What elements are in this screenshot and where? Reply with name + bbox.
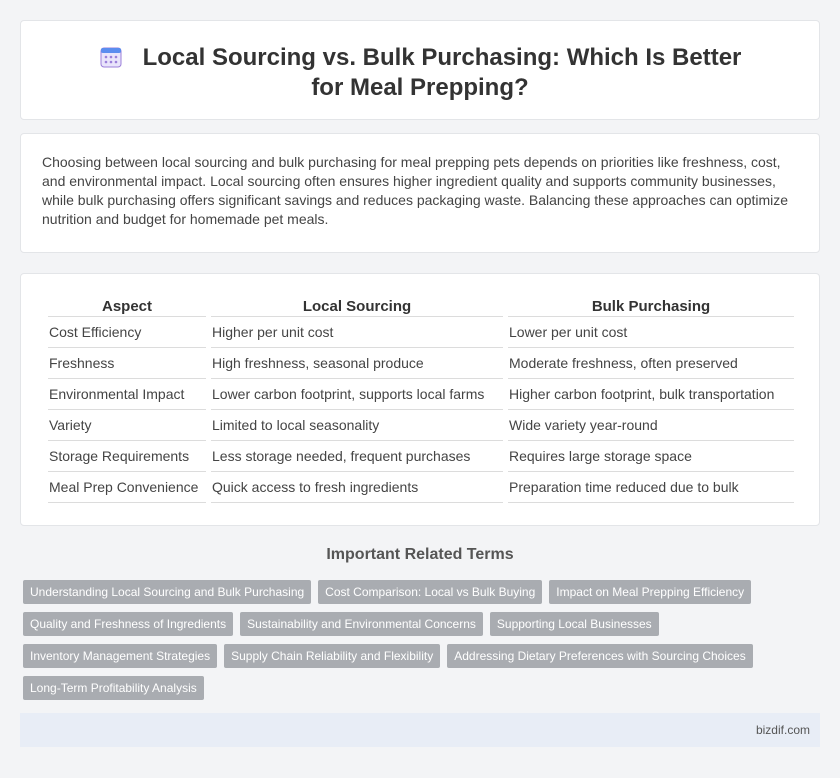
column-header: Local Sourcing bbox=[211, 296, 503, 317]
comparison-table bbox=[43, 296, 799, 503]
table-cell: Lower per unit cost bbox=[508, 317, 794, 348]
related-term-tag[interactable]: Sustainability and Environmental Concerns bbox=[240, 612, 483, 636]
table-cell: Storage Requirements bbox=[48, 441, 206, 472]
footer-site-link[interactable]: bizdif.com bbox=[755, 723, 810, 737]
table-row bbox=[48, 379, 794, 410]
table-cell: Higher carbon footprint, bulk transportation bbox=[508, 379, 794, 410]
table-cell: Limited to local seasonality bbox=[211, 410, 503, 441]
table-cell: Less storage needed, frequent purchases bbox=[211, 441, 503, 472]
table-cell: Freshness bbox=[48, 348, 206, 379]
table-row bbox=[48, 410, 794, 441]
table-row bbox=[48, 472, 794, 503]
related-term-tag[interactable]: Inventory Management Strategies bbox=[23, 644, 217, 668]
table-row bbox=[48, 348, 794, 379]
related-terms-list bbox=[23, 580, 813, 708]
column-header: Bulk Purchasing bbox=[508, 296, 794, 317]
related-term-tag[interactable]: Impact on Meal Prepping Efficiency bbox=[549, 580, 751, 604]
table-cell: Higher per unit cost bbox=[211, 317, 503, 348]
table-cell: Wide variety year-round bbox=[508, 410, 794, 441]
related-term-tag[interactable]: Supply Chain Reliability and Flexibility bbox=[224, 644, 440, 668]
header-card bbox=[20, 20, 820, 120]
page-title-text: Local Sourcing vs. Bulk Purchasing: Which Is Better for Meal Prepping? bbox=[142, 44, 742, 101]
related-term-tag[interactable]: Addressing Dietary Preferences with Sourcing Choices bbox=[447, 644, 752, 668]
table-cell: Environmental Impact bbox=[48, 379, 206, 410]
table-cell: Lower carbon footprint, supports local farms bbox=[211, 379, 503, 410]
footer bbox=[20, 713, 820, 747]
calendar-icon bbox=[99, 45, 123, 69]
table-cell: High freshness, seasonal produce bbox=[211, 348, 503, 379]
related-term-tag[interactable]: Supporting Local Businesses bbox=[490, 612, 659, 636]
table-row bbox=[48, 441, 794, 472]
intro-card bbox=[20, 133, 820, 253]
intro-paragraph: Choosing between local sourcing and bulk purchasing for meal prepping pets depends on priorities like freshness, cost, and environmental impact. Local sourcing often ensures higher ingredient quality and supports community businesses, while bulk purchasing offers significant savings and reduces packaging waste. Balancing these approaches can optimize nutrition and budget for homemade pet meals. bbox=[42, 154, 789, 227]
table-cell: Meal Prep Convenience bbox=[48, 472, 206, 503]
table-cell: Moderate freshness, often preserved bbox=[508, 348, 794, 379]
table-cell: Cost Efficiency bbox=[48, 317, 206, 348]
comparison-card bbox=[20, 273, 820, 526]
table-header-row bbox=[48, 296, 794, 317]
table-cell: Variety bbox=[48, 410, 206, 441]
related-term-tag[interactable]: Long-Term Profitability Analysis bbox=[23, 676, 204, 700]
related-terms-heading: Important Related Terms bbox=[326, 546, 514, 563]
table-cell: Quick access to fresh ingredients bbox=[211, 472, 503, 503]
table-row bbox=[48, 317, 794, 348]
related-term-tag[interactable]: Understanding Local Sourcing and Bulk Purchasing bbox=[23, 580, 311, 604]
related-term-tag[interactable]: Cost Comparison: Local vs Bulk Buying bbox=[318, 580, 542, 604]
page-title bbox=[21, 43, 819, 103]
table-cell: Preparation time reduced due to bulk bbox=[508, 472, 794, 503]
related-term-tag[interactable]: Quality and Freshness of Ingredients bbox=[23, 612, 233, 636]
table-cell: Requires large storage space bbox=[508, 441, 794, 472]
column-header: Aspect bbox=[48, 296, 206, 317]
